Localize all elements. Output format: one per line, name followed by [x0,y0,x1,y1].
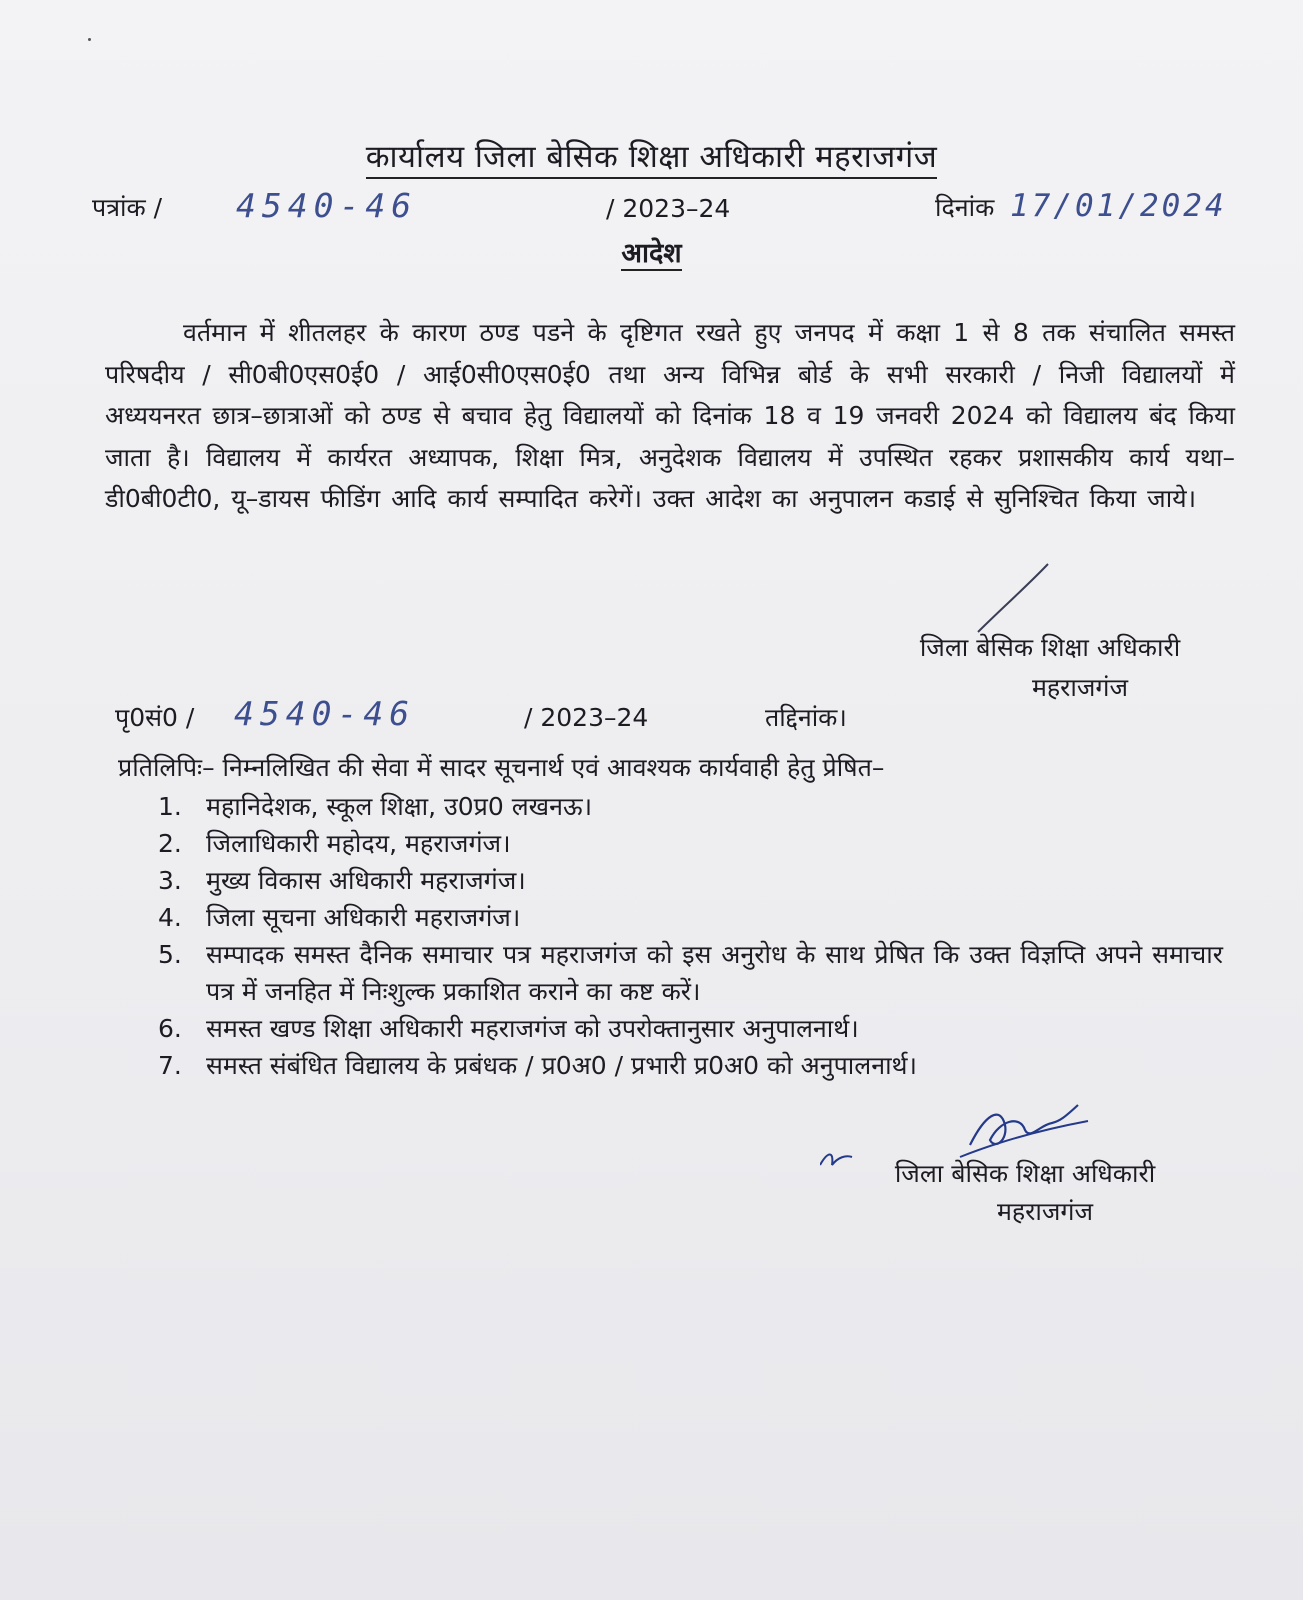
copy-ref-number-handwritten: 4540-46 [234,694,416,733]
paper-mark [88,38,91,41]
list-item-text: मुख्य विकास अधिकारी महराजगंज। [206,866,526,895]
signatory-designation-1: जिला बेसिक शिक्षा अधिकारी [919,633,1181,662]
signature-block-1 [870,628,1230,708]
list-item [158,1010,1223,1047]
date-handwritten: 17/01/2024 [1010,188,1227,224]
list-item-text: महानिदेशक, स्कूल शिक्षा, उ0प्र0 लखनऊ। [206,792,593,821]
list-item-number: 7. [158,1051,182,1080]
list-item-number: 3. [158,866,182,895]
copies-list [158,788,1223,1084]
list-item [158,788,1223,825]
list-item-number: 1. [158,792,182,821]
office-title-text: कार्यालय जिला बेसिक शिक्षा अधिकारी महराजगंज [366,139,938,179]
list-item-text: जिला सूचना अधिकारी महराजगंज। [206,903,521,932]
office-title [0,135,1303,177]
signatory-place-1: महराजगंज [1031,673,1129,702]
list-item [158,899,1223,936]
list-item-number: 4. [158,903,182,932]
order-title-text: आदेश [621,238,682,269]
copy-ref-session: / 2023–24 [524,703,649,732]
ref-number-handwritten: 4540-46 [236,186,418,225]
signatory-designation-2: जिला बेसिक शिक्षा अधिकारी [894,1159,1156,1188]
copy-ref-label: पृ0सं0 / [115,703,195,732]
signature-block-2 [855,1155,1195,1231]
list-item [158,862,1223,899]
date-label: दिनांक [935,193,995,222]
list-item-text: जिलाधिकारी महोदय, महराजगंज। [206,829,511,858]
list-item-text: समस्त खण्ड शिक्षा अधिकारी महराजगंज को उपरोक्तानुसार अनुपालनार्थ। [206,1014,859,1043]
copies-header: प्रतिलिपिः– निम्नलिखित की सेवा में सादर सूचनार्थ एवं आवश्यक कार्यवाही हेतु प्रेषित– [118,753,885,782]
list-item [158,936,1223,1010]
list-item [158,1047,1223,1084]
order-title [0,233,1303,270]
signatory-place-2: महराजगंज [996,1197,1094,1226]
ref-label: पत्रांक / [92,193,163,222]
list-item-number: 5. [158,940,182,969]
list-item-text: समस्त संबंधित विद्यालय के प्रबंधक / प्र0अ0 / प्रभारी प्र0अ0 को अनुपालनार्थ। [206,1051,918,1080]
list-item [158,825,1223,862]
ref-session: / 2023–24 [606,194,731,223]
list-item-number: 6. [158,1014,182,1043]
copy-ref-date: तद्दिनांक। [765,703,847,732]
order-body: वर्तमान में शीतलहर के कारण ठण्ड पडने के दृष्टिगत रखते हुए जनपद में कक्षा 1 से 8 तक संचालित समस्त परिषदीय / सी0बी0एस0ई0 / आई0सी0एस0ई0 तथा अन्य विभिन्न बोर्ड के सभी सरकारी / निजी विद्यालयों में अध्ययनरत छात्र–छात्राओं को ठण्ड से बचाव हेतु विद्यालयों को दिनांक 18 व 19 जनवरी 2024 को विद्यालय बंद किया जाता है। विद्यालय में कार्यरत अध्यापक, शिक्षा मित्र, अनुदेशक विद्यालय में उपस्थित रहकर प्रशासकीय कार्य यथा–डी0बी0टी0, यू–डायस फीडिंग आदि कार्य सम्पादित करेगें। उक्त आदेश का अनुपालन कडाई से सुनिश्चित किया जाये। [105,318,1235,513]
list-item-number: 2. [158,829,182,858]
list-item-text: सम्पादक समस्त दैनिक समाचार पत्र महराजगंज को इस अनुरोध के साथ प्रेषित कि उक्त विज्ञप्ति अपने समाचार पत्र में जनहित में निःशुल्क प्रकाशित कराने का कष्ट करें। [206,940,1223,1006]
